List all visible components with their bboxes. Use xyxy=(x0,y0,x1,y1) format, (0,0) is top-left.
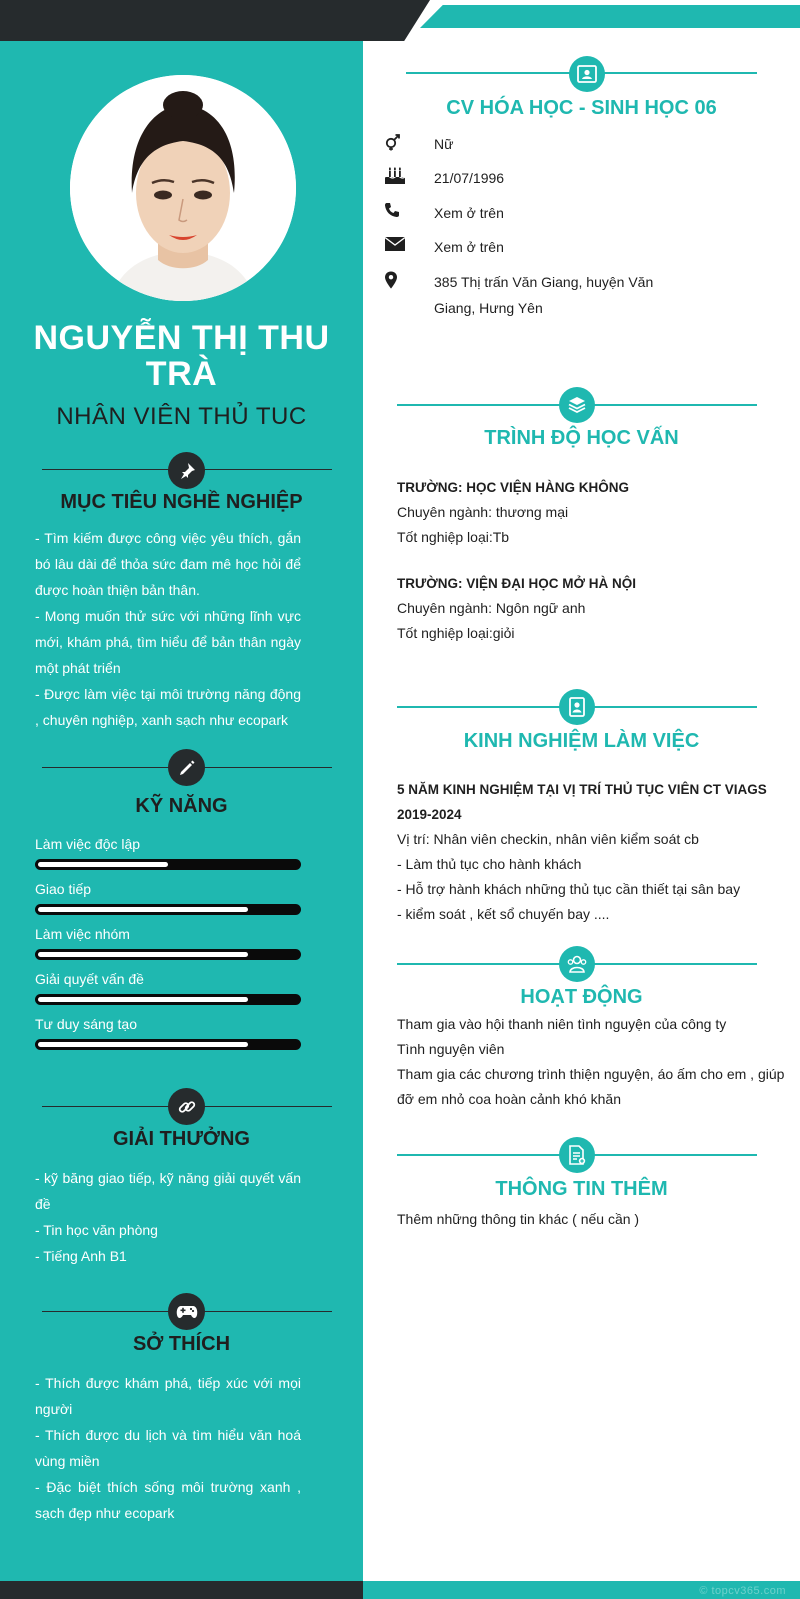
skill-bar xyxy=(35,904,301,915)
pencil-icon xyxy=(168,749,205,786)
activities-title: HOẠT ĐỘNG xyxy=(520,986,643,1008)
skill-bar xyxy=(35,859,301,870)
hobby-line: - Đặc biệt thích sống môi trường xanh , sạch đẹp như ecopark xyxy=(35,1479,301,1521)
experience-line: Vị trí: Nhân viên checkin, nhân viên kiểm soát cb xyxy=(397,831,699,847)
education-title: TRÌNH ĐỘ HỌC VẤN xyxy=(484,427,679,449)
header-teal-band xyxy=(420,5,800,28)
birthday-value: 21/07/1996 xyxy=(434,170,505,186)
candidate-name: NGUYỄN THỊ THU TRÀ xyxy=(33,319,330,393)
education-entry xyxy=(397,475,787,550)
award-line: - Tin học văn phòng xyxy=(35,1222,158,1238)
awards-title: GIẢI THƯỞNG xyxy=(113,1128,250,1150)
id-card-icon xyxy=(569,56,605,92)
phone-icon xyxy=(384,200,434,226)
document-add-icon xyxy=(559,1137,595,1173)
objective-title: MỤC TIÊU NGHỀ NGHIỆP xyxy=(60,491,303,513)
hobby-line: - Thích được du lịch và tìm hiểu văn hoá vùng miền xyxy=(35,1427,301,1469)
users-icon xyxy=(559,946,595,982)
cv-title: CV HÓA HỌC - SINH HỌC 06 xyxy=(446,97,717,119)
activity-line: Tình nguyện viên xyxy=(397,1041,505,1057)
footer-dark-band xyxy=(0,1581,363,1599)
gender-value: Nữ xyxy=(434,136,454,152)
email-row xyxy=(384,234,784,260)
experience-period: 2019-2024 xyxy=(397,807,462,822)
birthday-row xyxy=(384,165,784,191)
skill-bar-fill xyxy=(38,952,248,957)
additional-line: Thêm những thông tin khác ( nếu cần ) xyxy=(397,1211,640,1227)
phone-value: Xem ở trên xyxy=(434,205,504,221)
experience-heading: 5 NĂM KINH NGHIỆM TẠI VỊ TRÍ THỦ TỤC VIÊN CT VIAGS xyxy=(397,782,767,797)
experience-line: - Hỗ trợ hành khách những thủ tục cần thiết tại sân bay xyxy=(397,881,741,897)
job-title: NHÂN VIÊN THỦ TUC xyxy=(56,403,307,430)
hobby-line: - Thích được khám phá, tiếp xúc với mọi người xyxy=(35,1375,301,1417)
cake-icon xyxy=(384,165,434,191)
experience-title: KINH NGHIỆM LÀM VIỆC xyxy=(463,730,700,752)
experience-line: - kiểm soát , kết sổ chuyến bay .... xyxy=(397,906,610,922)
hobbies-title: SỞ THÍCH xyxy=(132,1333,231,1355)
layers-icon xyxy=(559,387,595,423)
email-icon xyxy=(384,234,434,260)
skill-bar xyxy=(35,1039,301,1050)
phone-row xyxy=(384,200,784,226)
skill-item xyxy=(35,925,301,960)
skills-title: KỸ NĂNG xyxy=(135,795,228,817)
left-sidebar xyxy=(0,41,363,1581)
activities-text xyxy=(397,1012,787,1112)
experience-entry xyxy=(397,777,787,927)
map-marker-icon xyxy=(384,269,434,321)
education-school: TRƯỜNG: VIỆN ĐẠI HỌC MỞ HÀ NỘI xyxy=(397,576,636,591)
skill-bar xyxy=(35,949,301,960)
hobbies-text xyxy=(35,1370,301,1526)
additional-text xyxy=(397,1207,787,1232)
contact-card-icon xyxy=(559,689,595,725)
education-grade: Tốt nghiệp loại:giỏi xyxy=(397,625,515,641)
education-entry xyxy=(397,571,787,646)
gender-icon xyxy=(384,131,434,157)
pin-icon xyxy=(168,452,205,489)
activity-line: Tham gia các chương trình thiện nguyện, áo ấm cho em , giúp đỡ em nhỏ coa hoàn cảnh khó khăn xyxy=(397,1066,785,1107)
skill-item xyxy=(35,1015,301,1050)
link-icon xyxy=(168,1088,205,1125)
address-value: 385 Thị trấn Văn Giang, huyện Văn Giang, Hưng Yên xyxy=(434,274,654,316)
education-grade: Tốt nghiệp loại:Tb xyxy=(397,529,510,545)
objective-line: - Được làm việc tại môi trường năng động , chuyên nghiệp, xanh sạch như ecopark xyxy=(35,686,301,728)
skill-bar-fill xyxy=(38,997,248,1002)
objective-line: - Tìm kiếm được công việc yêu thích, gắn bó lâu dài để thỏa sức đam mê học hỏi để được hoàn thiện bản thân. xyxy=(35,530,301,598)
avatar xyxy=(70,75,296,301)
objective-line: - Mong muốn thử sức với những lĩnh vực mới, khám phá, tìm hiểu để bản thân ngày một phát triển xyxy=(35,608,301,676)
skill-label: Làm việc độc lập xyxy=(35,836,141,852)
skill-label: Làm việc nhóm xyxy=(35,926,130,942)
award-line: - kỹ băng giao tiếp, kỹ năng giải quyết vấn đề xyxy=(35,1170,301,1212)
award-line: - Tiếng Anh B1 xyxy=(35,1248,127,1264)
additional-title: THÔNG TIN THÊM xyxy=(495,1178,668,1200)
education-major: Chuyên ngành: Ngôn ngữ anh xyxy=(397,600,586,616)
skill-label: Tư duy sáng tạo xyxy=(35,1016,137,1032)
awards-text xyxy=(35,1165,301,1269)
email-value: Xem ở trên xyxy=(434,239,504,255)
activity-line: Tham gia vào hội thanh niên tình nguyện của công ty xyxy=(397,1016,727,1032)
education-school: TRƯỜNG: HỌC VIỆN HÀNG KHÔNG xyxy=(397,480,629,495)
header-dark-band xyxy=(0,0,430,41)
watermark: © topcv365.com xyxy=(699,1585,786,1597)
skill-item xyxy=(35,880,301,915)
experience-line: - Làm thủ tục cho hành khách xyxy=(397,856,582,872)
skill-label: Giao tiếp xyxy=(35,881,92,897)
skill-label: Giải quyết vấn đề xyxy=(35,971,144,987)
skill-bar xyxy=(35,994,301,1005)
skill-bar-fill xyxy=(38,907,248,912)
skill-item xyxy=(35,970,301,1005)
skill-item xyxy=(35,835,301,870)
skill-bar-fill xyxy=(38,862,168,867)
objective-text xyxy=(35,525,301,733)
education-major: Chuyên ngành: thương mại xyxy=(397,504,569,520)
gender-row xyxy=(384,131,784,157)
skill-bar-fill xyxy=(38,1042,248,1047)
gamepad-icon xyxy=(168,1293,205,1330)
address-row xyxy=(384,269,784,321)
